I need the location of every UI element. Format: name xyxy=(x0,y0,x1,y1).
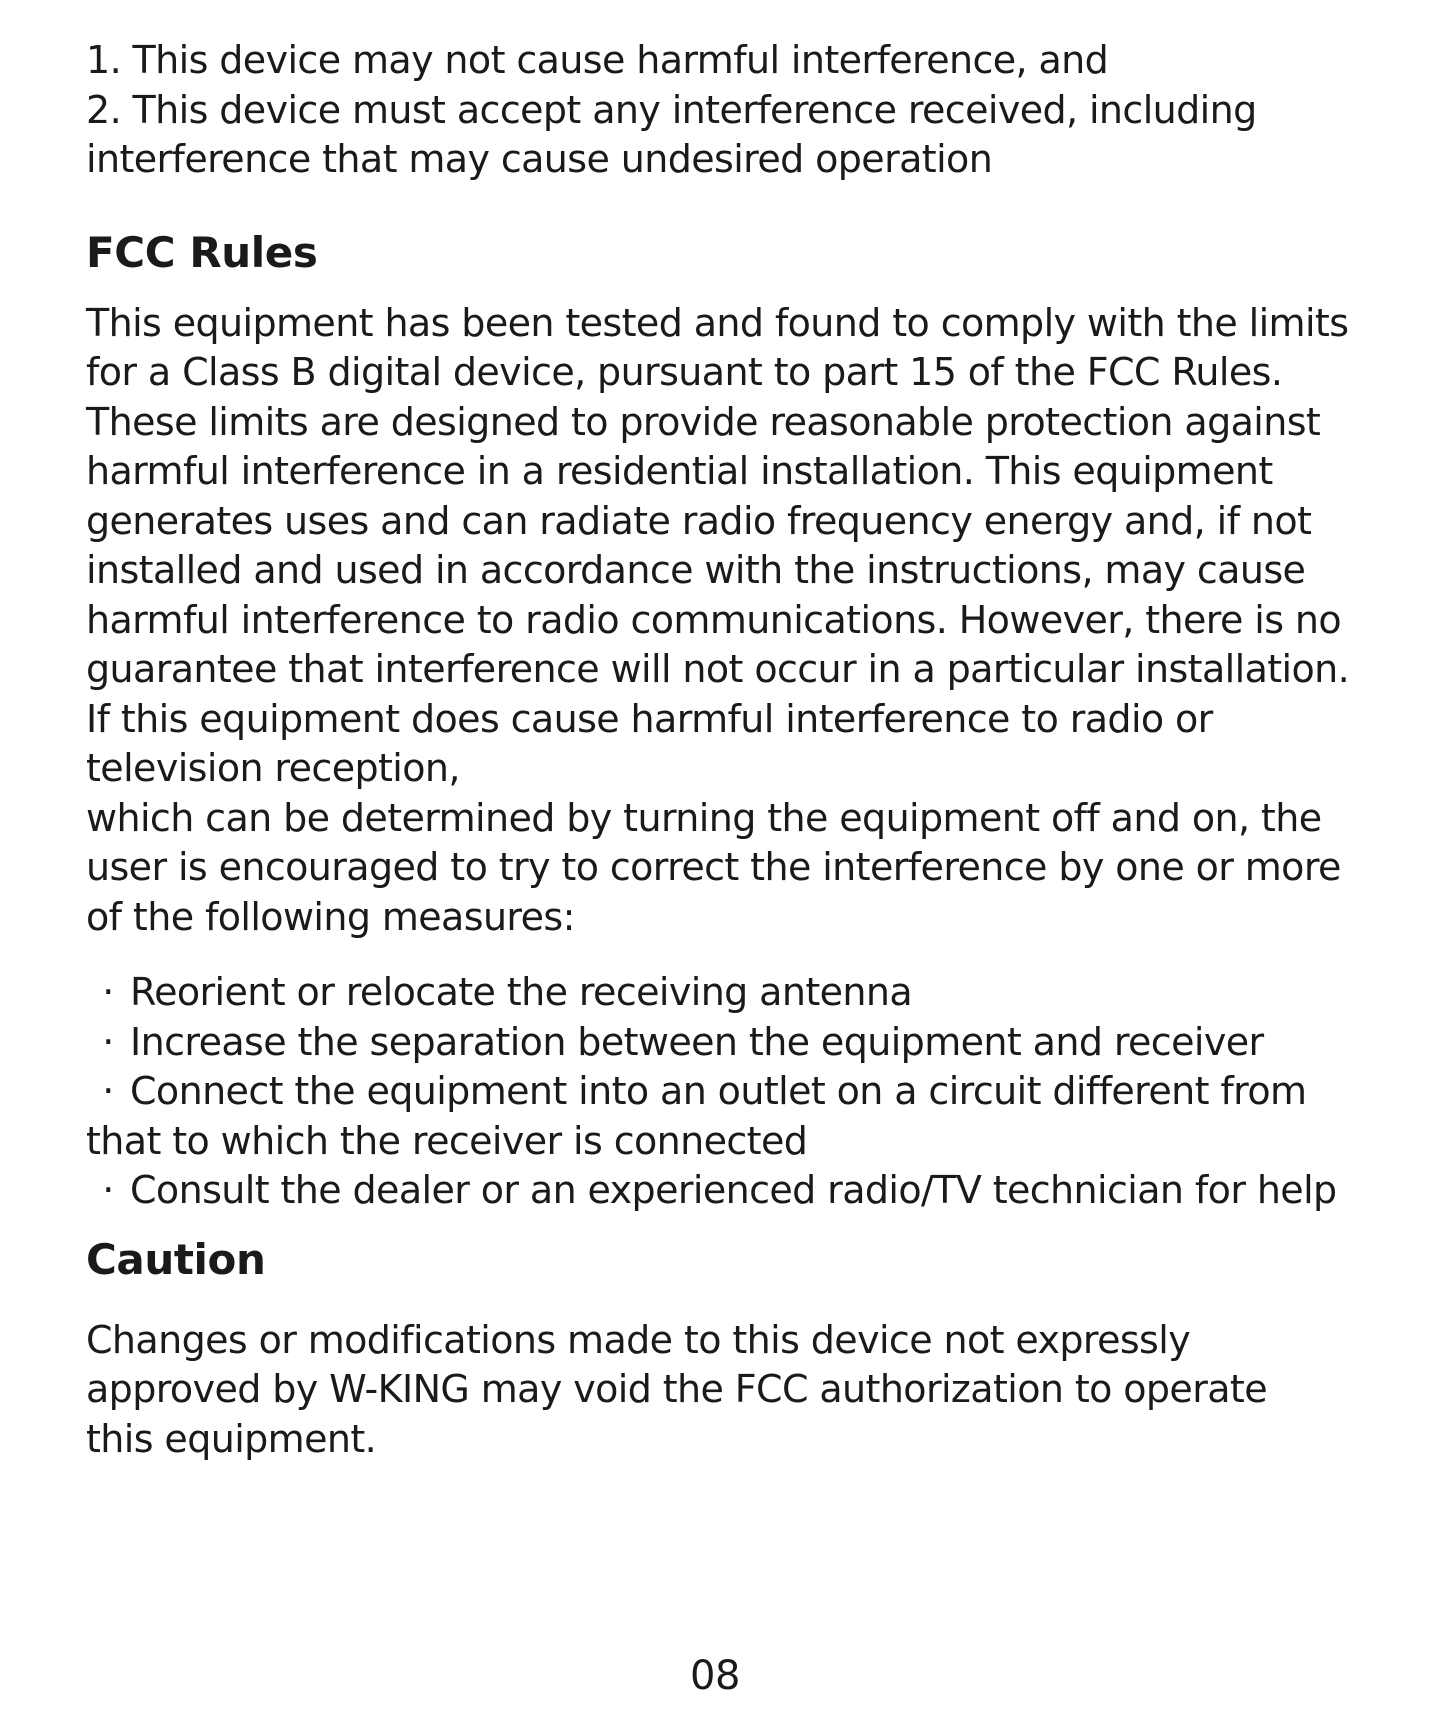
caution-paragraph xyxy=(86,1316,1386,1465)
measure-text: Reorient or relocate the receiving antenna xyxy=(130,970,913,1014)
fcc-body-line: If this equipment does cause harmful interference to radio or xyxy=(86,696,1213,741)
manual-page xyxy=(86,36,1386,1464)
fcc-body-line: These limits are designed to provide reasonable protection against xyxy=(86,399,1321,444)
condition-2-continued: interference that may cause undesired operation xyxy=(86,137,993,181)
fcc-body-line: guarantee that interference will not occur in a particular installation. xyxy=(86,647,1350,691)
fcc-body-line: television reception, xyxy=(86,746,460,790)
fcc-body-line: installed and used in accordance with the instructions, may cause xyxy=(86,548,1306,592)
caution-body-line: this equipment. xyxy=(86,1416,377,1461)
caution-body-line: Changes or modifications made to this device not expressly xyxy=(86,1317,1191,1362)
caution-heading: Caution xyxy=(86,1234,266,1284)
condition-1: 1. This device may not cause harmful interference, and xyxy=(86,38,1109,82)
fcc-rules-paragraph xyxy=(86,299,1386,943)
caution-body-line: approved by W-KING may void the FCC authorization to operate xyxy=(86,1367,1268,1411)
measure-text: Consult the dealer or an experienced radio/TV technician for help xyxy=(130,1168,1337,1212)
list-item xyxy=(86,1067,1386,1117)
condition-2: 2. This device must accept any interference received, including xyxy=(86,87,1257,132)
list-item xyxy=(86,1166,1386,1216)
bullet-icon: · xyxy=(102,1019,114,1064)
fcc-rules-heading: FCC Rules xyxy=(86,227,318,277)
bullet-icon: · xyxy=(102,970,114,1014)
measures-list xyxy=(86,968,1386,1216)
fcc-body-line: user is encouraged to try to correct the interference by one or more xyxy=(86,845,1341,889)
fcc-body-line: of the following measures: xyxy=(86,894,575,939)
measure-text: Increase the separation between the equipment and receiver xyxy=(130,1019,1264,1064)
measure-text: Connect the equipment into an outlet on a circuit different from xyxy=(130,1069,1307,1113)
bullet-icon: · xyxy=(102,1069,114,1113)
page-number: 08 xyxy=(690,1653,740,1699)
fcc-body-line: This equipment has been tested and found to comply with the limits xyxy=(86,300,1349,345)
list-item xyxy=(86,968,1386,1018)
fcc-body-line: which can be determined by turning the equipment off and on, the xyxy=(86,795,1322,840)
fcc-body-line: generates uses and can radiate radio frequency energy and, if not xyxy=(86,498,1312,543)
fcc-body-line: harmful interference to radio communications. However, there is no xyxy=(86,597,1342,642)
interference-conditions xyxy=(86,36,1386,185)
measure-text-continued: that to which the receiver is connected xyxy=(86,1118,808,1163)
bullet-icon: · xyxy=(102,1168,114,1212)
fcc-body-line: for a Class B digital device, pursuant to part 15 of the FCC Rules. xyxy=(86,350,1283,394)
list-item xyxy=(86,1018,1386,1068)
fcc-body-line: harmful interference in a residential installation. This equipment xyxy=(86,449,1273,493)
